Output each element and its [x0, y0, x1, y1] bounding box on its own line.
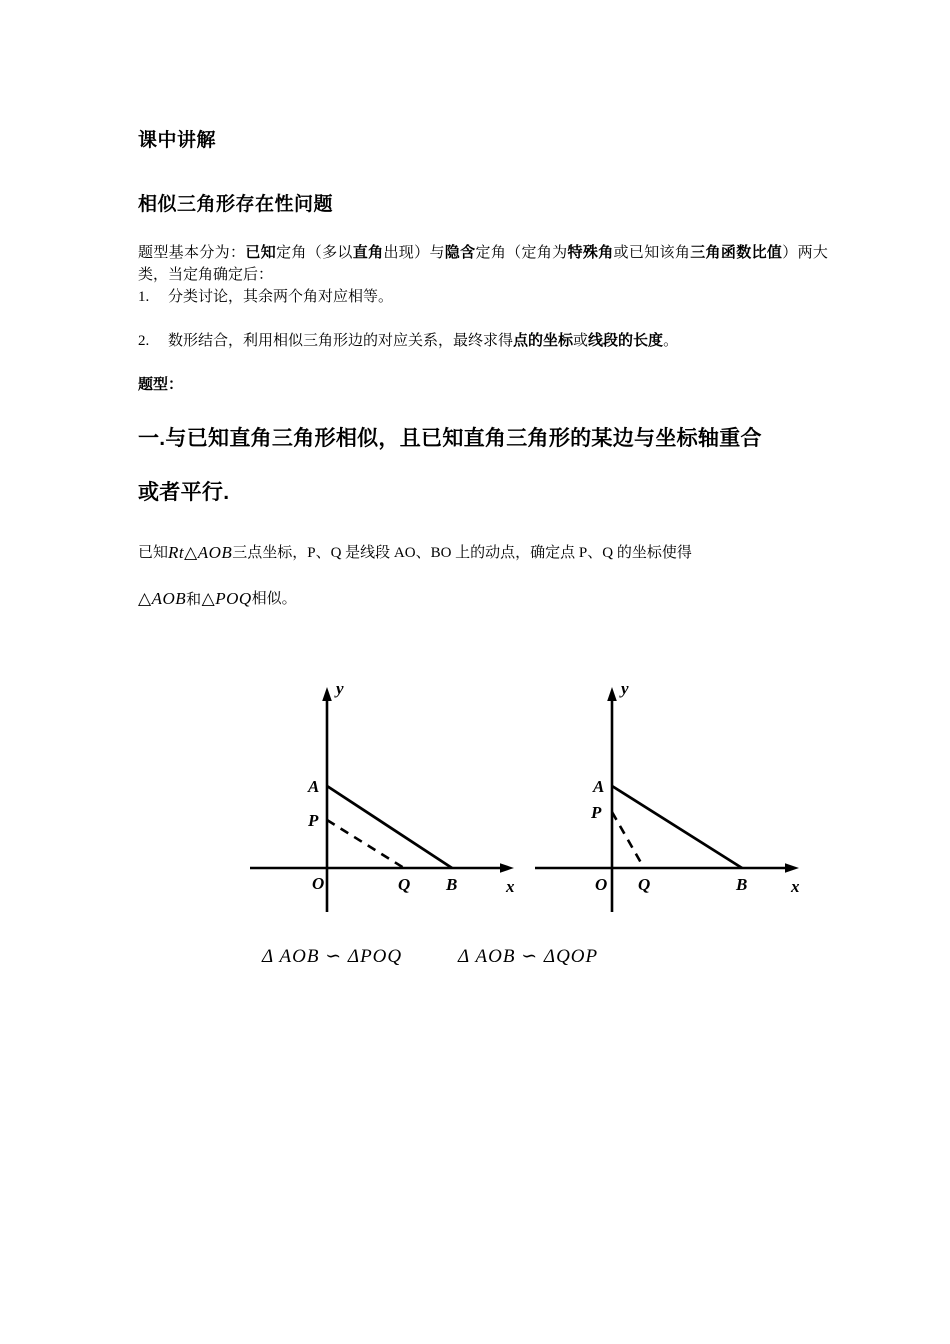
- list-item-text: 分类讨论，其余两个角对应相等。: [168, 289, 394, 305]
- list-item-bold1: 点的坐标: [513, 333, 574, 349]
- problem-conjunction: 和: [186, 592, 202, 608]
- list-item-bold2: 线段的长度: [588, 333, 664, 349]
- intro-bold5: 三角函数比值: [690, 245, 783, 261]
- point-label-a: A: [308, 777, 320, 796]
- intro-part4: 定角（定角为: [475, 245, 568, 261]
- math-rt-triangle-aob: Rt△AOB: [168, 543, 233, 562]
- caption-left: Δ AOB ∽ ΔPOQ: [262, 946, 403, 967]
- list-item: [138, 286, 828, 308]
- tixing-label: 题型：: [138, 377, 184, 393]
- x-axis: [535, 863, 799, 873]
- list-item-number: 2.: [138, 333, 150, 349]
- caption-right: Δ AOB ∽ ΔQOP: [458, 946, 599, 967]
- math-triangle-aob: △AOB: [138, 589, 187, 608]
- intro-paragraph: [138, 242, 828, 286]
- segment-ab: [612, 786, 742, 868]
- figure-captions: [0, 945, 950, 979]
- list-item-text: [168, 330, 828, 352]
- y-axis-label: y: [621, 680, 629, 698]
- problem-statement: [138, 530, 828, 623]
- spacer: [138, 352, 828, 374]
- x-axis: [250, 863, 514, 873]
- intro-part6: ）两大类，当定角确定后：: [138, 245, 828, 283]
- page-title: 课中讲解: [138, 130, 217, 151]
- intro-part1: 题型基本分为：: [138, 245, 246, 261]
- list-item: [138, 330, 828, 352]
- point-label-p: P: [308, 811, 319, 830]
- section-heading-line1: 一.与已知直角三角形相似，且已知直角三角形的某边与坐标轴重合: [138, 427, 762, 450]
- math-triangle-poq: △POQ: [201, 589, 252, 608]
- segment-ab: [327, 786, 452, 868]
- spacer: [138, 520, 828, 530]
- spacer: [138, 396, 828, 412]
- figure-right-svg: [533, 680, 823, 930]
- point-label-o: O: [595, 875, 608, 894]
- figures-container: [0, 680, 950, 990]
- spacer: [138, 308, 828, 330]
- figure-left: [248, 680, 538, 930]
- segment-pq-dashed: [612, 812, 644, 868]
- x-axis-label: x: [506, 877, 515, 896]
- section-subtitle: 相似三角形存在性问题: [138, 194, 334, 215]
- intro-bold2: 直角: [352, 245, 384, 261]
- point-label-b: B: [736, 875, 748, 894]
- segment-pq-dashed: [327, 820, 404, 868]
- intro-part5: 或已知该角: [613, 245, 691, 261]
- list-item-suffix: 。: [663, 333, 679, 349]
- point-label-p: P: [591, 803, 602, 822]
- point-label-b: B: [446, 875, 458, 894]
- figure-right: [533, 680, 823, 930]
- point-label-a: A: [593, 777, 605, 796]
- problem-prefix: 已知: [138, 545, 169, 561]
- point-label-q: Q: [398, 875, 411, 894]
- x-axis-label: x: [791, 877, 800, 896]
- intro-part2: 定角（多以: [276, 245, 353, 261]
- document-content: [138, 128, 828, 623]
- intro-bold4: 特殊角: [567, 245, 614, 261]
- y-axis: [607, 687, 617, 912]
- intro-bold1: 已知: [245, 245, 277, 261]
- problem-body: 三点坐标，P、Q 是线段 AO、BO 上的动点，确定点 P、Q 的坐标使得: [232, 545, 692, 561]
- point-label-q: Q: [638, 875, 651, 894]
- intro-bold3: 隐含: [444, 245, 476, 261]
- list-item-number: 1.: [138, 289, 150, 305]
- y-axis-label: y: [336, 680, 344, 698]
- problem-suffix: 相似。: [251, 591, 297, 607]
- figure-left-svg: [248, 680, 538, 930]
- section-heading-line2: 或者平行.: [138, 481, 230, 504]
- intro-part3: 出现）与: [383, 245, 445, 261]
- list-item-prefix: 数形结合，利用相似三角形边的对应关系，最终求得: [168, 333, 514, 349]
- list-item-middle: 或: [573, 333, 589, 349]
- point-label-o: O: [312, 874, 325, 893]
